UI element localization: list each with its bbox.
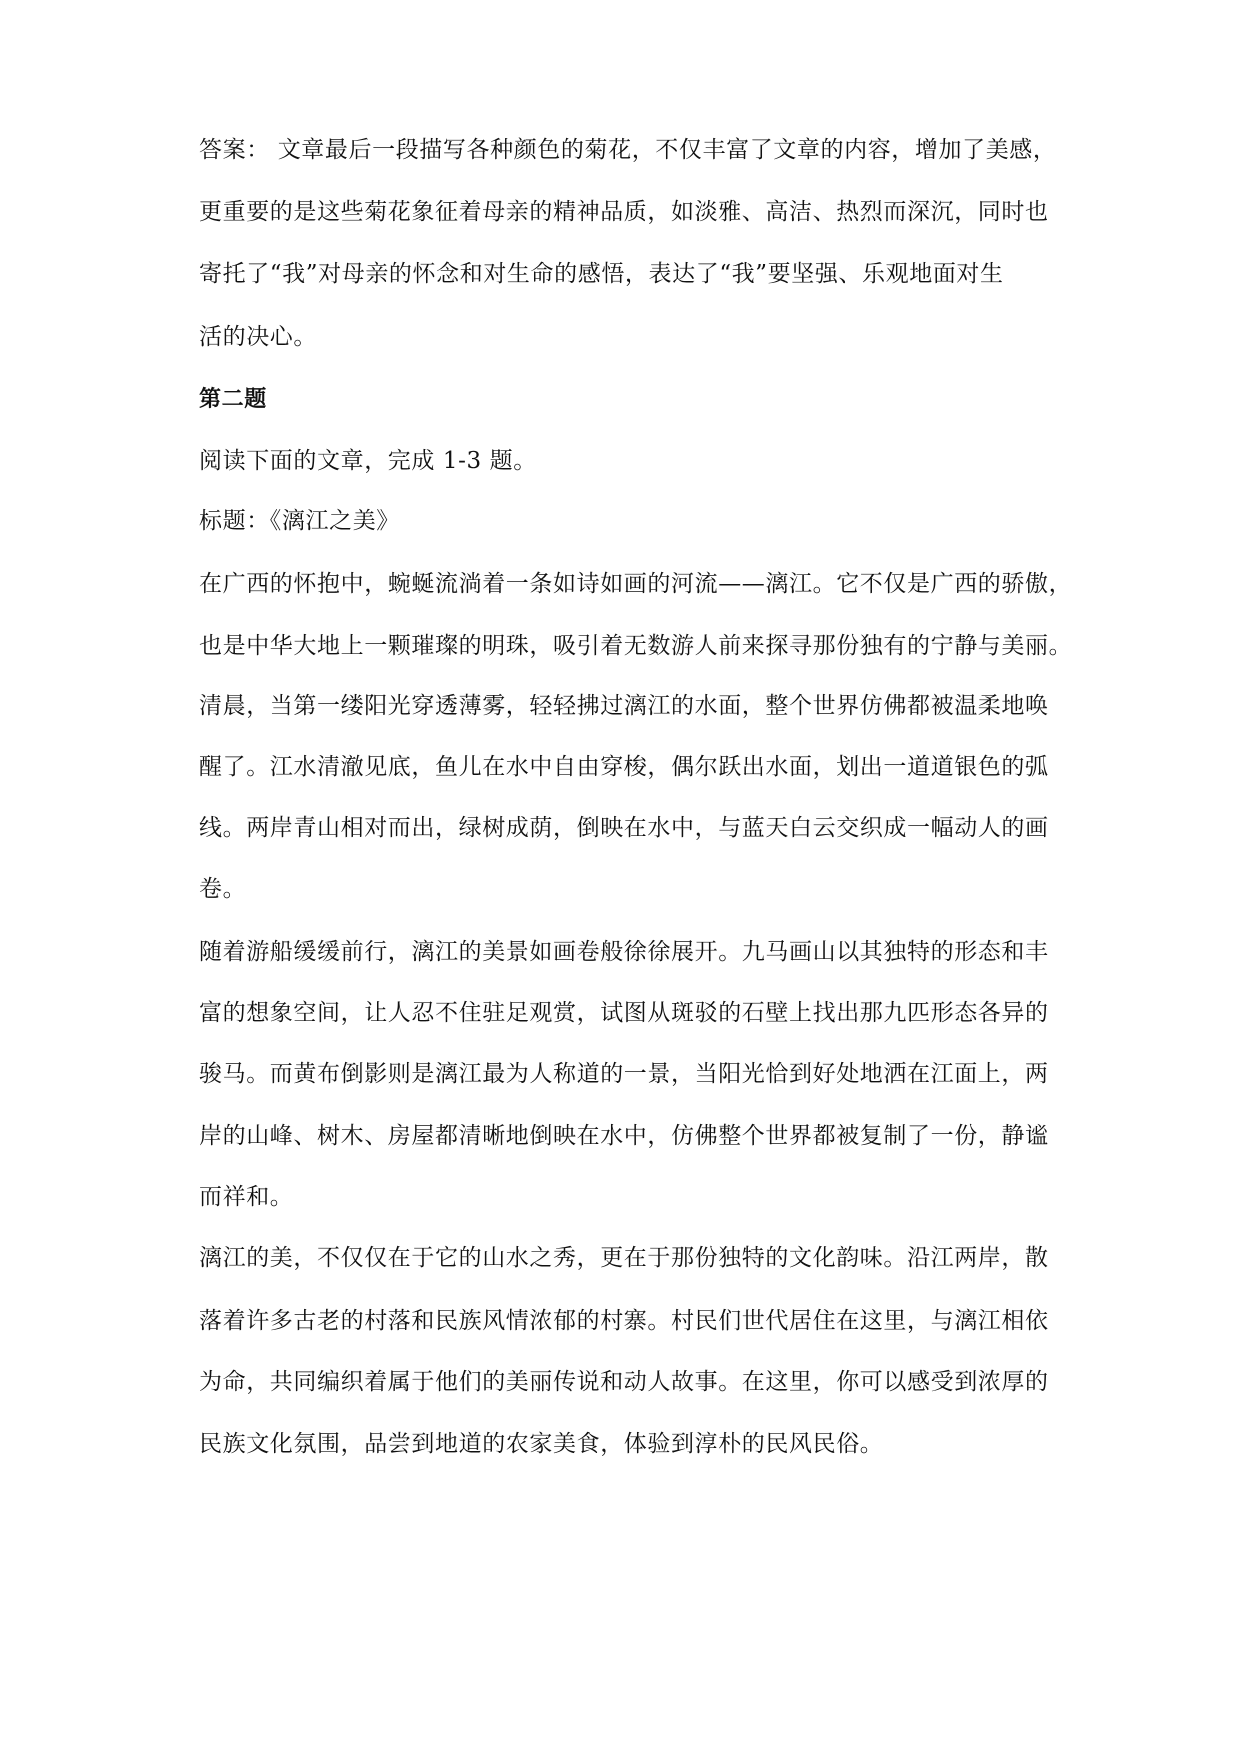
article-line: 而祥和。	[199, 1184, 294, 1210]
article-line: 骏马。而黄布倒影则是漓江最为人称道的一景，当阳光恰到好处地洒在江面上，两	[199, 1061, 1049, 1087]
article-line: 醒了。江水清澈见底，鱼儿在水中自由穿梭，偶尔跃出水面，划出一道道银色的弧	[199, 754, 1049, 780]
answer-line-4: 活的决心。	[199, 324, 317, 350]
article-line: 民族文化氛围，品尝到地道的农家美食，体验到淳朴的民风民俗。	[199, 1431, 884, 1457]
article-title: 标题：《漓江之美》	[199, 508, 400, 534]
article-line: 富的想象空间，让人忍不住驻足观赏，试图从斑驳的石壁上找出那九匹形态各异的	[199, 1000, 1049, 1026]
article-line: 清晨，当第一缕阳光穿透薄雾，轻轻拂过漓江的水面，整个世界仿佛都被温柔地唤	[199, 693, 1049, 719]
section-instruction: 阅读下面的文章，完成 1-3 题。	[199, 448, 537, 474]
answer-line-3: 寄托了“我”对母亲的怀念和对生命的感悟，表达了“我”要坚强、乐观地面对生	[199, 261, 1004, 287]
article-line: 随着游船缓缓前行，漓江的美景如画卷般徐徐展开。九马画山以其独特的形态和丰	[199, 939, 1049, 965]
article-line: 也是中华大地上一颗璀璨的明珠，吸引着无数游人前来探寻那份独有的宁静与美丽。	[199, 633, 1073, 659]
answer-line-1: 答案： 文章最后一段描写各种颜色的菊花，不仅丰富了文章的内容，增加了美感，	[199, 137, 1057, 163]
article-line: 为命，共同编织着属于他们的美丽传说和动人故事。在这里，你可以感受到浓厚的	[199, 1369, 1049, 1395]
article-line: 漓江的美，不仅仅在于它的山水之秀，更在于那份独特的文化韵味。沿江两岸，散	[199, 1245, 1049, 1271]
section-heading: 第二题	[199, 387, 267, 412]
article-line: 卷。	[199, 876, 247, 902]
article-line: 线。两岸青山相对而出，绿树成荫，倒映在水中，与蓝天白云交织成一幅动人的画	[199, 815, 1049, 841]
answer-line-2: 更重要的是这些菊花象征着母亲的精神品质，如淡雅、高洁、热烈而深沉，同时也	[199, 199, 1049, 225]
article-line: 落着许多古老的村落和民族风情浓郁的村寨。村民们世代居住在这里，与漓江相依	[199, 1308, 1049, 1334]
article-line: 岸的山峰、树木、房屋都清晰地倒映在水中，仿佛整个世界都被复制了一份，静谧	[199, 1123, 1049, 1149]
article-line: 在广西的怀抱中，蜿蜒流淌着一条如诗如画的河流——漓江。它不仅是广西的骄傲，	[199, 571, 1073, 597]
